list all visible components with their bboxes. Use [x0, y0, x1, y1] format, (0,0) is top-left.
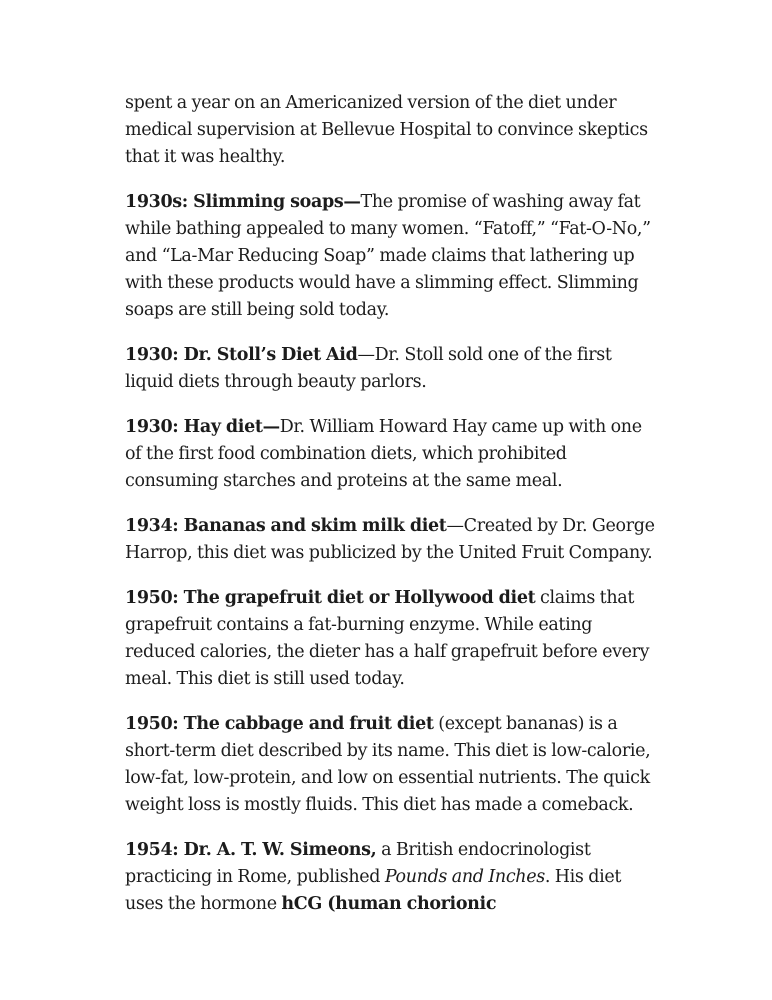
paragraph-simeons: [125, 837, 660, 918]
paragraph-body: Dr. William Howard Hay came up with one of the first food combination diets, which prohibited consuming starches and proteins at the same meal.: [125, 417, 642, 491]
paragraph-body: (except bananas) is a short-term diet described by its name. This diet is low-calorie, low-fat, low-protein, and low on essential nutrients. The quick weight loss is mostly fluids. This diet has made a comeback.: [125, 714, 651, 815]
paragraph-body: spent a year on an Americanized version of the diet under medical supervision at Bellevue Hospital to convince skeptics that it was healthy.: [125, 93, 648, 167]
paragraph-heading: 1950: The cabbage and fruit diet: [125, 714, 434, 734]
document-page: [125, 90, 660, 936]
paragraph-stoll-diet-aid: [125, 342, 660, 396]
paragraph-heading: 1930: Hay diet—: [125, 417, 280, 437]
paragraph-body: claims that grapefruit contains a fat-burning enzyme. While eating reduced calories, the dieter has a half grapefruit before every meal. This diet is still used today.: [125, 588, 650, 689]
paragraph-heading: 1950: The grapefruit diet or Hollywood diet: [125, 588, 536, 608]
book-title: Pounds and Inches: [384, 867, 545, 887]
paragraph-heading: 1934: Bananas and skim milk diet: [125, 516, 447, 536]
paragraph-heading: 1930s: Slimming soaps—: [125, 192, 361, 212]
paragraph-body: The promise of washing away fat while bathing appealed to many women. “Fatoff,” “Fat-O-No,” and “La-Mar Reducing Soap” made claims that lathering up with these products would have a slimming effect. Slimming soaps are still being sold today.: [125, 192, 651, 320]
paragraph-heading: 1954: Dr. A. T. W. Simeons,: [125, 840, 377, 860]
paragraph-bananas-skim-milk: [125, 513, 660, 567]
paragraph-cabbage-fruit-diet: [125, 711, 660, 819]
paragraph-body: —Dr. Stoll sold one of the first liquid diets through beauty parlors.: [125, 345, 612, 392]
paragraph-body: . His diet uses the hormone: [125, 867, 622, 914]
paragraph-slimming-soaps: [125, 189, 660, 324]
paragraph-body: a British endocrinologist practicing in Rome, published: [125, 840, 591, 887]
paragraph-body: —Created by Dr. George Harrop, this diet was publicized by the United Fruit Company.: [125, 516, 655, 563]
paragraph-heading: 1930: Dr. Stoll’s Diet Aid: [125, 345, 358, 365]
paragraph-grapefruit-diet: [125, 585, 660, 693]
bold-term: hCG (human chorionic: [281, 894, 497, 914]
paragraph-continuation: [125, 90, 660, 171]
paragraph-hay-diet: [125, 414, 660, 495]
